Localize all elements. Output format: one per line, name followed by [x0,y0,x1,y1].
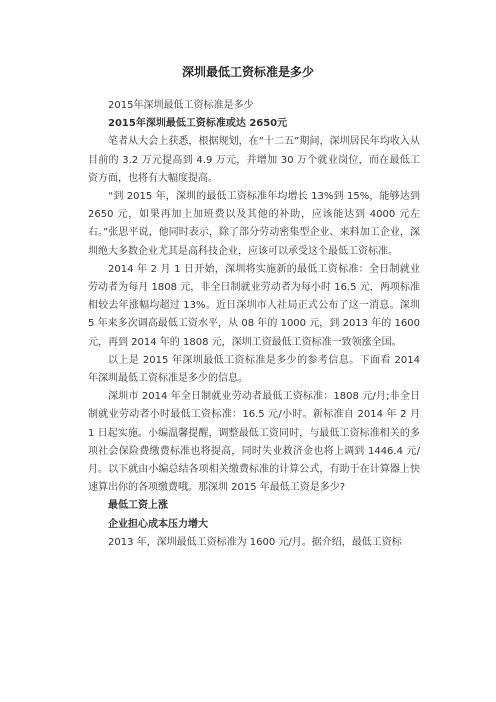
paragraph: 2013 年，深圳最低工资标准为 1600 元/月。据介绍，最低工资标 [108,536,402,548]
paragraph-heading: 2015年深圳最低工资标准或达 2650元 [108,118,288,130]
paragraph: 2014 年 2 月 1 日开始，深圳将实施新的最低工资标准：全日制就业劳动者为每月 1808 元，非全日制就业劳动者为每小时 16.5 元，两项标准相较去年涨幅均超过 13%。近日深圳市人社局正式公布了这一消息。深圳 5 年来多次调高最低工资水平，从 08 年的 1000 元，到 2013 年的 1600 元，再到 2014 年的 1808 元，深圳工资最低工资标准一致领涨全国。 [88,263,420,348]
paragraph: “到 2015 年，深圳的最低工资标准年均增长 13%到 15%，能够达到 2650 元，如果再加上加班费以及其他的补助，应该能达到 4000 元左右。”张思平说，他同时表示，除了部分劳动密集型企业、来料加工企业，深圳绝大多数企业尤其是高科技企业，应该可以承受这个最低工资标准。 [88,191,420,257]
paragraph-subtitle: 2015年深圳最低工资标准是多少 [108,100,254,111]
paragraph: 笔者从大会上获悉，根据规划，在“十二五”期间，深圳居民年均收入从目前的 3.2 万元提高到 4.9 万元，并增加 30 万个就业岗位，而在最低工资方面，也将有大幅度提高。 [88,136,420,184]
document-body [88,97,420,552]
section-heading: 最低工资上涨 [108,500,168,512]
paragraph: 深圳市 2014 年全日制就业劳动者最低工资标准：1808 元/月;非全日制就业劳动者小时最低工资标准：16.5 元/小时。新标准自 2014 年 2 月 1 日起实施。小编温馨提醒，调整最低工资同时，与最低工资标准相关的多项社会保险费缴费标准也将提高，同时失业救济金也将上调到 1446.4 元/月。以下就由小编总结各项相关缴费标准的计算公式，有助于在计算器上快速算出你的各项缴费哦。那深圳 2015 年最低工资是多少? [88,391,420,494]
section-subheading: 企业担心成本压力增大 [108,518,208,530]
document-title: 深圳最低工资标准是多少 [181,65,314,79]
paragraph: 以上是 2015 年深圳最低工资标准是多少的参考信息。下面看 2014 年深圳最低工资标准是多少的信息。 [88,354,420,385]
